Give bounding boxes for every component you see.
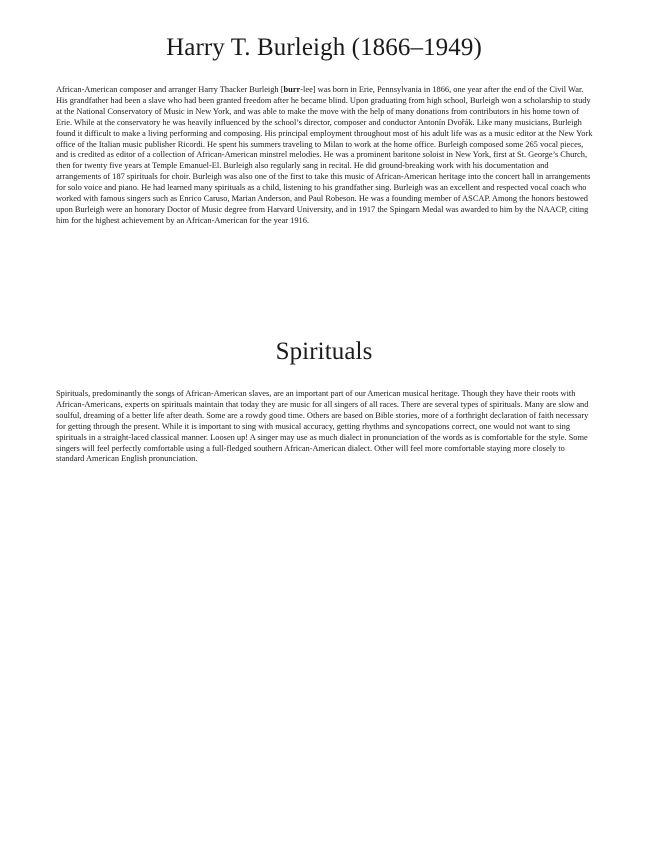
pronunciation-stress: burr xyxy=(283,85,301,94)
section-title-spirituals: Spirituals xyxy=(275,338,373,365)
bio-text-rest: -lee] was born in Erie, Pennsylvania in 1866, one year after the end of the Civil War. His grandfather had been a slave who had been granted freedom after he became blind. Upon graduating from high school, Burleigh won a scholarship to study at the National Conservatory of Music in New York, and was able to make the move with the help of many donations from contributors in his home town of Erie. While at the conservatory he was heavily influenced by the school’s director, composer and conductor Antonín Dvořák. Like many musicians, Burleigh found it difficult to make a living performing and composing. His principal employment throughout most of his adult life was as a music editor at the New York office of the Italian music publisher Ricordi. He spent his summers traveling to Milan to work at the home office. Burleigh composed some 265 vocal pieces, and is credited as editor of a collection of African-American minstrel melodies. He was a prominent baritone soloist in New York, first at St. George’s Church, then for twenty five years at Temple Emanuel-El. Burleigh also regularly sang in recital. He did ground-breaking work with his documentation and arrangements of 187 spirituals for choir. Burleigh was also one of the first to take this music of African-American heritage into the concert hall in arrangements for solo voice and piano. He had learned many spirituals as a child, listening to his grandfather sing. Burleigh was an excellent and respected vocal coach who worked with famous singers such as Enrico Caruso, Marian Anderson, and Paul Robeson. He was a founding member of ASCAP. Among the honors bestowed upon Burleigh were an honorary Doctor of Music degree from Harvard University, and in 1917 the Spingarn Medal was awarded to him by the NAACP, citing him for the highest achievement by an African-American for the year 1916. xyxy=(56,85,593,225)
spirituals-paragraph: Spirituals, predominantly the songs of African-American slaves, are an important part of our American musical heritage. Though they have their roots with African-Americans, experts on spirituals maintain that today they are music for all singers of all races. There are several types of spirituals. Many are slow and soulful, dreaming of a better life after death. Some are a rowdy good time. Others are based on Bible stories, more of a forthright declaration of faith necessary for getting through the present. While it is important to sing with musical accuracy, getting rhythms and syncopations correct, one would not want to sing spirituals in a straight-laced classical manner. Loosen up! A singer may use as much dialect in pronunciation of the words as is comfortable for the style. Some singers will feel perfectly comfortable using a full-fledged southern African-American dialect. Other will feel more comfortable staying more closely to standard American English pronunciation. xyxy=(56,389,589,464)
page-title: Harry T. Burleigh (1866–1949) xyxy=(166,34,482,61)
bio-text-start: African-American composer and arranger Harry Thacker Burleigh [ xyxy=(56,85,284,94)
biography-paragraph xyxy=(56,85,594,227)
